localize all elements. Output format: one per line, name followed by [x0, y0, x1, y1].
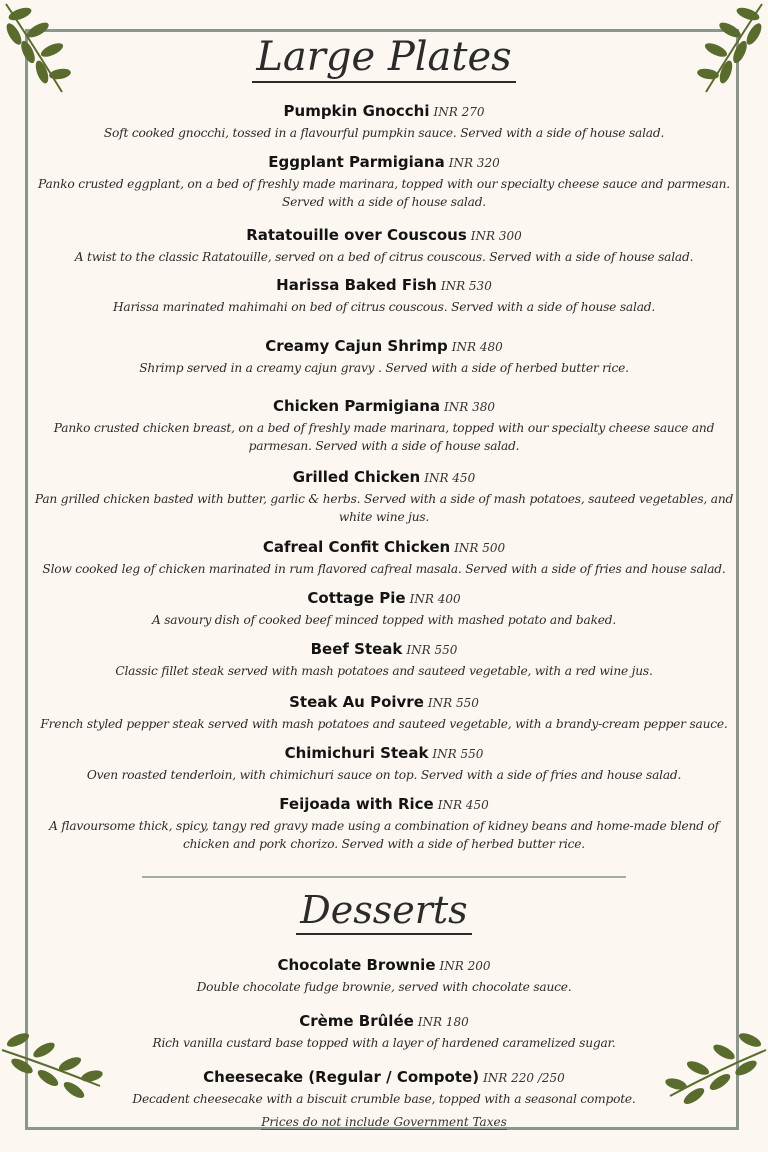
tax-note: Prices do not include Government Taxes: [261, 1115, 507, 1129]
item-description: Double chocolate fudge brownie, served with chocolate sauce.: [196, 980, 572, 994]
menu-item: [30, 691, 738, 733]
item-description: Rich vanilla custard base topped with a layer of hardened caramelized sugar.: [152, 1036, 616, 1050]
section-divider: [142, 876, 626, 878]
desserts-title: Desserts: [0, 888, 768, 935]
item-header: [30, 274, 738, 297]
item-header: [30, 742, 738, 765]
menu-item: [30, 638, 738, 680]
item-description: Classic fillet steak served with mash potatoes and sauteed vegetable, with a red wine jus.: [115, 664, 653, 678]
item-description: A flavoursome thick, spicy, tangy red gravy made using a combination of kidney beans and home-made blend of chicken and pork chorizo. Served with a side of herbed butter rice.: [49, 819, 719, 851]
item-description: Decadent cheesecake with a biscuit crumble base, topped with a seasonal compote.: [132, 1092, 636, 1106]
item-name: Chimichuri Steak: [284, 744, 429, 762]
item-header: [30, 395, 738, 418]
item-header: [30, 691, 738, 714]
item-description: Slow cooked leg of chicken marinated in rum flavored cafreal masala. Served with a side of fries and house salad.: [42, 562, 726, 576]
item-price: INR 380: [444, 400, 496, 414]
item-name: Harissa Baked Fish: [276, 276, 437, 294]
item-price: INR 180: [417, 1015, 469, 1029]
item-name: Cottage Pie: [307, 589, 406, 607]
item-description: A twist to the classic Ratatouille, served on a bed of citrus couscous. Served with a side of house salad.: [74, 250, 694, 264]
item-price: INR 450: [424, 471, 476, 485]
item-price: INR 400: [409, 592, 461, 606]
item-header: [30, 587, 738, 610]
item-header: [30, 335, 738, 358]
menu-item: [30, 536, 738, 578]
dessert-item: [30, 1010, 738, 1052]
menu-item: [30, 587, 738, 629]
menu-item: [30, 793, 738, 853]
item-price: INR 200: [439, 959, 491, 973]
item-name: Feijoada with Rice: [279, 795, 434, 813]
menu-item: [30, 742, 738, 784]
item-price: INR 300: [470, 229, 522, 243]
item-header: [30, 100, 738, 123]
item-name: Steak Au Poivre: [289, 693, 424, 711]
item-header: [30, 793, 738, 816]
item-header: [30, 638, 738, 661]
item-description: French styled pepper steak served with mash potatoes and sauteed vegetable, with a brandy-cream pepper sauce.: [40, 717, 728, 731]
item-header: [30, 466, 738, 489]
menu-item: [30, 274, 738, 316]
item-header: [30, 1010, 738, 1033]
item-price: INR 550: [432, 747, 484, 761]
dessert-item: [30, 1066, 738, 1108]
item-price: INR 500: [454, 541, 506, 555]
item-header: [30, 151, 738, 174]
item-description: Oven roasted tenderloin, with chimichuri sauce on top. Served with a side of fries and house salad.: [86, 768, 682, 782]
item-header: [30, 536, 738, 559]
item-price: INR 220 /250: [483, 1071, 565, 1085]
item-description: Panko crusted eggplant, on a bed of freshly made marinara, topped with our specialty cheese sauce and parmesan. Served with a side of house salad.: [38, 177, 730, 209]
item-name: Ratatouille over Couscous: [246, 226, 467, 244]
menu-item: [30, 151, 738, 211]
item-description: Harissa marinated mahimahi on bed of citrus couscous. Served with a side of house salad.: [112, 300, 656, 314]
item-price: INR 320: [448, 156, 500, 170]
menu-item: [30, 224, 738, 266]
item-name: Cheesecake (Regular / Compote): [203, 1068, 480, 1086]
item-description: Shrimp served in a creamy cajun gravy . Served with a side of herbed butter rice.: [139, 361, 629, 375]
item-name: Creamy Cajun Shrimp: [265, 337, 448, 355]
item-price: INR 480: [451, 340, 503, 354]
item-name: Pumpkin Gnocchi: [283, 102, 430, 120]
item-name: Beef Steak: [310, 640, 403, 658]
item-name: Grilled Chicken: [292, 468, 421, 486]
item-header: [30, 224, 738, 247]
dessert-item: [30, 954, 738, 996]
item-name: Cafreal Confit Chicken: [262, 538, 451, 556]
item-header: [30, 954, 738, 977]
item-name: Eggplant Parmigiana: [268, 153, 445, 171]
item-price: INR 530: [440, 279, 492, 293]
item-name: Crème Brûlée: [299, 1012, 414, 1030]
item-description: A savoury dish of cooked beef minced topped with mashed potato and baked.: [151, 613, 617, 627]
large-plates-title: Large Plates: [0, 34, 768, 83]
item-name: Chocolate Brownie: [277, 956, 436, 974]
item-description: Pan grilled chicken basted with butter, garlic & herbs. Served with a side of mash potatoes, sauteed vegetables, and white wine jus.: [34, 492, 734, 524]
menu-item: [30, 395, 738, 455]
item-price: INR 550: [406, 643, 458, 657]
item-price: INR 550: [427, 696, 479, 710]
item-price: INR 270: [433, 105, 485, 119]
item-header: [30, 1066, 738, 1089]
item-price: INR 450: [437, 798, 489, 812]
menu-item: [30, 466, 738, 526]
item-name: Chicken Parmigiana: [272, 397, 441, 415]
menu-item: [30, 335, 738, 377]
item-description: Soft cooked gnocchi, tossed in a flavourful pumpkin sauce. Served with a side of house salad.: [103, 126, 665, 140]
menu-item: [30, 100, 738, 142]
item-description: Panko crusted chicken breast, on a bed of freshly made marinara, topped with our specialty cheese sauce and parmesan. Served with a side of house salad.: [53, 421, 715, 453]
